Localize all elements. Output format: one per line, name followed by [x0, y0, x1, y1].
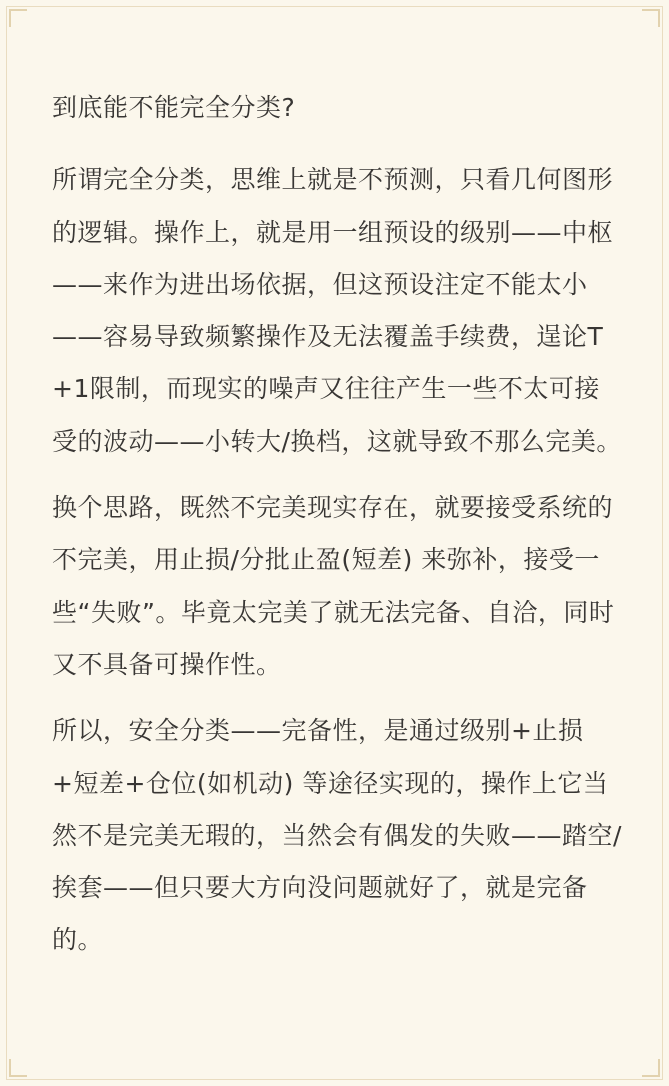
corner-ornament: [642, 1059, 660, 1077]
article-body: [52, 82, 622, 981]
article-heading: 到底能不能完全分类?: [52, 93, 296, 122]
corner-ornament: [642, 9, 660, 27]
corner-ornament: [9, 9, 27, 27]
corner-ornament: [9, 1059, 27, 1077]
paragraph-2: 换个思路，既然不完美现实存在，就要接受系统的不完美，用止损/分批止盈(短差) 来弥补，接受一些“失败”。毕竟太完美了就无法完备、自洽，同时又不具备可操作性。: [52, 493, 615, 679]
paragraph-3: 所以，安全分类——完备性，是通过级别+止损+短差+仓位(如机动) 等途径实现的，操作上它当然不是完美无瑕的，当然会有偶发的失败——踏空/挨套——但只要大方向没问题就好了，就是完备的。: [52, 716, 622, 955]
paragraph-1: 所谓完全分类，思维上就是不预测，只看几何图形的逻辑。操作上，就是用一组预设的级别——中枢——来作为进出场依据，但这预设注定不能太小——容易导致频繁操作及无法覆盖手续费，逞论T+1限制，而现实的噪声又往往产生一些不太可接受的波动——小转大/换档，这就导致不那么完美。: [52, 165, 622, 456]
